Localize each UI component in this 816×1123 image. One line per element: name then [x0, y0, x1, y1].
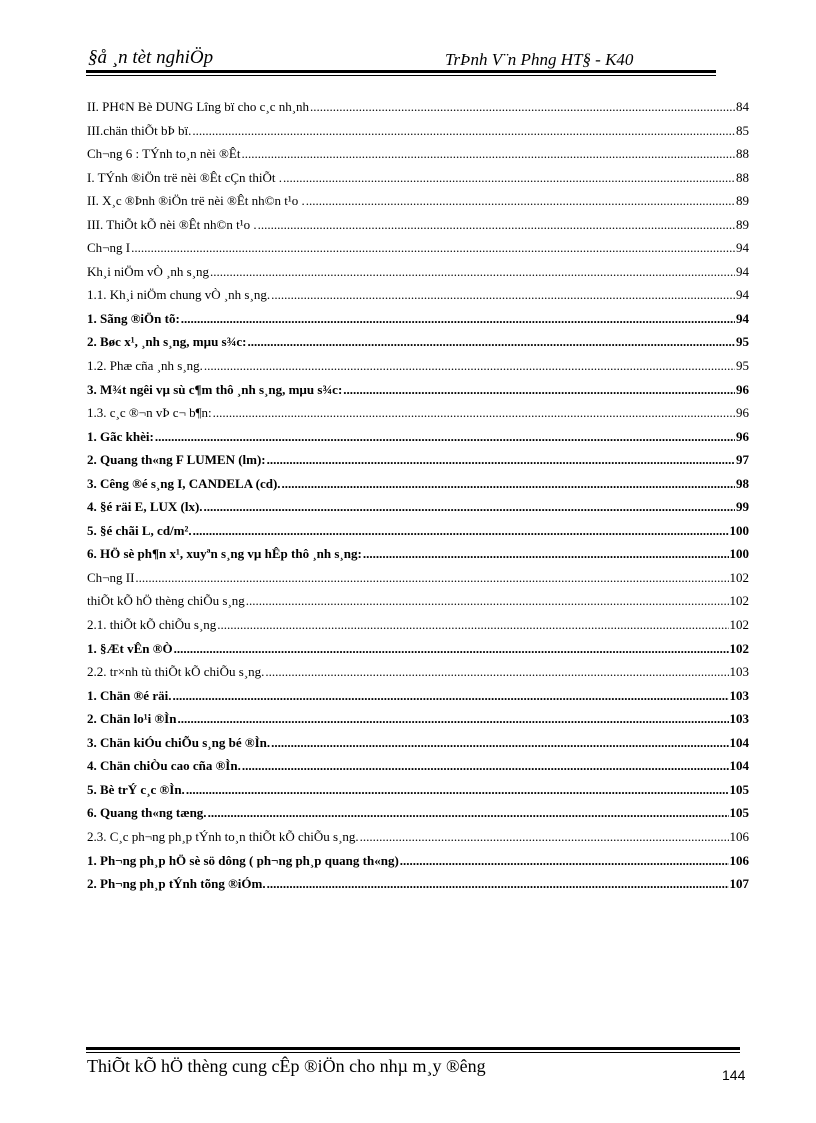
toc-entry-title: 1.3. c¸c ®¬n vÞ c¬ b¶n: — [87, 405, 212, 421]
toc-dot-leader — [246, 589, 729, 613]
toc-entry-title: 3. Cêng ®é s¸ng I, CANDELA (cd). — [87, 475, 281, 491]
toc-dot-leader — [271, 731, 728, 755]
toc-entry[interactable] — [87, 119, 749, 143]
toc-entry-title: 3. Chän kiÓu chiÕu s¸ng bé ®Ìn. — [87, 734, 271, 750]
toc-entry[interactable] — [87, 236, 749, 260]
toc-entry-title: III. ThiÕt kÕ nèi ®Êt nh©n t¹o . — [87, 216, 257, 232]
toc-entry-title: III.chän thiÕt bÞ bï. — [87, 122, 192, 138]
toc-entry-title: 1.2. Phæ cña ¸nh s¸ng. — [87, 358, 203, 374]
toc-dot-leader — [213, 401, 735, 425]
toc-entry[interactable] — [87, 495, 749, 519]
toc-dot-leader — [155, 425, 735, 449]
toc-entry-title: II. PH¢N Bè DUNG Lîng bï cho c¸c nh¸nh — [87, 99, 310, 114]
footer-rule-thick — [86, 1047, 740, 1050]
toc-entry[interactable] — [87, 754, 749, 778]
toc-entry-page: 104 — [729, 758, 749, 774]
toc-entry-title: 5. §é chãi L, cd/m². — [87, 522, 192, 538]
toc-entry-title: thiÕt kÕ hÖ thèng chiÕu s¸ng — [87, 593, 245, 609]
toc-entry[interactable] — [87, 613, 749, 637]
toc-entry-title: 1. Sãng ®iÖn tõ: — [87, 310, 180, 326]
toc-entry-title: 1. §Æt vÊn ®Ò — [87, 640, 173, 656]
footer-thesis-title: ThiÕt kÕ hÖ thèng cung cÊp ®iÖn cho nhµ m¸y ®êng — [87, 1056, 486, 1076]
toc-entry-title: 2.2. tr×nh tù thiÕt kÕ chiÕu s¸ng. — [87, 664, 265, 680]
toc-entry[interactable] — [87, 589, 749, 613]
toc-dot-leader — [172, 684, 728, 708]
header-author: TrÞnh V¨n Phng HT§ - K40 — [445, 50, 634, 69]
table-of-contents — [87, 95, 749, 896]
toc-entry[interactable] — [87, 637, 749, 661]
toc-dot-leader — [363, 542, 729, 566]
toc-entry[interactable] — [87, 307, 749, 331]
toc-entry-page: 89 — [736, 193, 749, 209]
header-rule-thick — [86, 70, 716, 73]
toc-entry[interactable] — [87, 189, 749, 213]
toc-entry[interactable] — [87, 95, 749, 119]
toc-entry-title: 2. Quang th«ng F LUMEN (lm): — [87, 452, 266, 468]
toc-dot-leader — [177, 707, 728, 731]
toc-dot-leader — [241, 142, 735, 166]
toc-entry-page: 84 — [736, 99, 749, 114]
toc-entry-title: Ch¬ng I — [87, 240, 131, 256]
toc-entry-title: 5. Bè trÝ c¸c ®Ìn. — [87, 781, 185, 797]
toc-dot-leader — [283, 166, 735, 190]
toc-entry-page: 105 — [729, 805, 749, 821]
toc-entry-page: 89 — [736, 216, 749, 232]
toc-entry-title: 4. Chän chiÒu cao cña ®Ìn. — [87, 758, 241, 774]
toc-dot-leader — [174, 637, 729, 661]
toc-entry-page: 100 — [729, 522, 749, 538]
toc-entry[interactable] — [87, 872, 749, 896]
toc-dot-leader — [247, 330, 735, 354]
header-document-type: §å ¸n tèt nghiÖp — [88, 47, 214, 68]
toc-entry-page: 96 — [736, 428, 749, 444]
toc-entry[interactable] — [87, 707, 749, 731]
toc-entry-title: Ch¬ng II — [87, 569, 135, 585]
toc-entry[interactable] — [87, 731, 749, 755]
toc-dot-leader — [204, 495, 735, 519]
toc-entry-title: 3. M¾t ngêi vµ sù c¶m thô ¸nh s¸ng, mµu s¾c: — [87, 381, 343, 397]
toc-entry-title: I. TÝnh ®iÖn trë nèi ®Êt cÇn thiÕt . — [87, 169, 282, 185]
toc-dot-leader — [343, 378, 735, 402]
toc-dot-leader — [258, 213, 735, 237]
header-rule-thin — [86, 75, 716, 76]
toc-entry-page: 94 — [736, 240, 749, 256]
toc-entry-title: 1.1. Kh¸i niÖm chung vÒ ¸nh s¸ng. — [87, 287, 271, 303]
toc-entry[interactable] — [87, 801, 749, 825]
toc-entry[interactable] — [87, 684, 749, 708]
toc-entry-page: 94 — [736, 263, 749, 279]
toc-dot-leader — [193, 519, 729, 543]
toc-entry-title: Kh¸i niÖm vÒ ¸nh s¸ng — [87, 263, 210, 279]
toc-dot-leader — [267, 872, 729, 896]
toc-dot-leader — [208, 801, 729, 825]
toc-entry[interactable] — [87, 519, 749, 543]
toc-entry-page: 106 — [729, 852, 749, 868]
page-number: 144 — [722, 1067, 746, 1083]
toc-dot-leader — [242, 754, 729, 778]
toc-dot-leader — [282, 472, 735, 496]
toc-entry[interactable] — [87, 330, 749, 354]
toc-entry[interactable] — [87, 660, 749, 684]
toc-entry-page: 88 — [736, 146, 749, 162]
toc-entry[interactable] — [87, 472, 749, 496]
toc-dot-leader — [192, 119, 735, 143]
toc-dot-leader — [271, 283, 735, 307]
toc-entry[interactable] — [87, 778, 749, 802]
toc-entry[interactable] — [87, 166, 749, 190]
toc-entry[interactable] — [87, 401, 749, 425]
toc-dot-leader — [181, 307, 735, 331]
toc-entry-page: 95 — [736, 358, 749, 374]
toc-dot-leader — [265, 660, 728, 684]
toc-entry-page: 96 — [736, 405, 749, 421]
toc-entry-title: 2. Bøc x¹, ¸nh s¸ng, mµu s¾c: — [87, 334, 247, 350]
toc-entry-page: 102 — [729, 593, 749, 609]
toc-entry-page: 105 — [729, 781, 749, 797]
toc-entry-page: 103 — [729, 664, 749, 680]
toc-entry-page: 94 — [736, 287, 749, 303]
toc-dot-leader — [267, 448, 735, 472]
toc-entry-page: 104 — [729, 734, 749, 750]
toc-entry-title: 1. Ph¬ng ph¸p hÖ sè sö dông ( ph¬ng ph¸p quang th«ng) — [87, 852, 399, 868]
toc-entry-title: 6. HÖ sè ph¶n x¹, xuyªn s¸ng vµ hÊp thô ¸nh s¸ng: — [87, 546, 362, 562]
toc-dot-leader — [310, 95, 735, 119]
toc-entry-page: 102 — [729, 640, 749, 656]
toc-entry[interactable] — [87, 542, 749, 566]
toc-entry-title: 6. Quang th«ng tæng. — [87, 805, 207, 821]
toc-entry[interactable] — [87, 142, 749, 166]
toc-dot-leader — [400, 849, 729, 873]
toc-entry-title: 2. Chän lo¹i ®Ìn — [87, 711, 177, 727]
toc-entry[interactable] — [87, 283, 749, 307]
toc-dot-leader — [217, 613, 728, 637]
toc-entry-title: 2.3. C¸c ph¬ng ph¸p tÝnh to¸n thiÕt kÕ chiÕu s¸ng. — [87, 828, 359, 844]
toc-entry-title: Ch¬ng 6 : TÝnh to¸n nèi ®Êt — [87, 146, 241, 162]
toc-entry[interactable] — [87, 825, 749, 849]
toc-dot-leader — [360, 825, 729, 849]
toc-entry[interactable] — [87, 566, 749, 590]
toc-dot-leader — [131, 236, 735, 260]
toc-dot-leader — [306, 189, 735, 213]
toc-entry-title: 2.1. thiÕt kÕ chiÕu s¸ng — [87, 617, 217, 633]
toc-dot-leader — [204, 354, 735, 378]
toc-entry-page: 102 — [729, 569, 749, 585]
toc-entry-page: 100 — [729, 546, 749, 562]
toc-entry-page: 102 — [729, 617, 749, 633]
toc-entry-title: 1. Chän ®é räi. — [87, 687, 172, 703]
toc-entry-title: II. X¸c ®Þnh ®iÖn trë nèi ®Êt nh©n t¹o . — [87, 193, 305, 209]
toc-entry-title: 4. §é räi E, LUX (lx). — [87, 499, 203, 515]
toc-entry-title: 1. Gãc khèi: — [87, 428, 154, 444]
toc-entry-page: 85 — [736, 122, 749, 138]
toc-entry-page: 97 — [736, 452, 749, 468]
toc-entry-page: 94 — [736, 310, 749, 326]
toc-entry[interactable] — [87, 213, 749, 237]
toc-entry-page: 103 — [729, 687, 749, 703]
toc-entry-page: 99 — [736, 499, 749, 515]
footer-rule-thin — [86, 1052, 740, 1053]
toc-dot-leader — [186, 778, 729, 802]
toc-entry[interactable] — [87, 849, 749, 873]
toc-entry[interactable] — [87, 378, 749, 402]
toc-entry[interactable] — [87, 260, 749, 284]
toc-entry-page: 106 — [729, 828, 749, 844]
toc-entry-page: 96 — [736, 381, 749, 397]
toc-entry-page: 107 — [729, 876, 749, 892]
toc-entry-page: 103 — [729, 711, 749, 727]
toc-entry[interactable] — [87, 354, 749, 378]
toc-entry-page: 98 — [736, 475, 749, 491]
toc-entry-page: 95 — [736, 334, 749, 350]
toc-dot-leader — [135, 566, 728, 590]
toc-entry-title: 2. Ph¬ng ph¸p tÝnh tõng ®iÓm. — [87, 876, 266, 892]
toc-entry[interactable] — [87, 448, 749, 472]
toc-entry[interactable] — [87, 425, 749, 449]
toc-entry-page: 88 — [736, 169, 749, 185]
toc-dot-leader — [210, 260, 735, 284]
